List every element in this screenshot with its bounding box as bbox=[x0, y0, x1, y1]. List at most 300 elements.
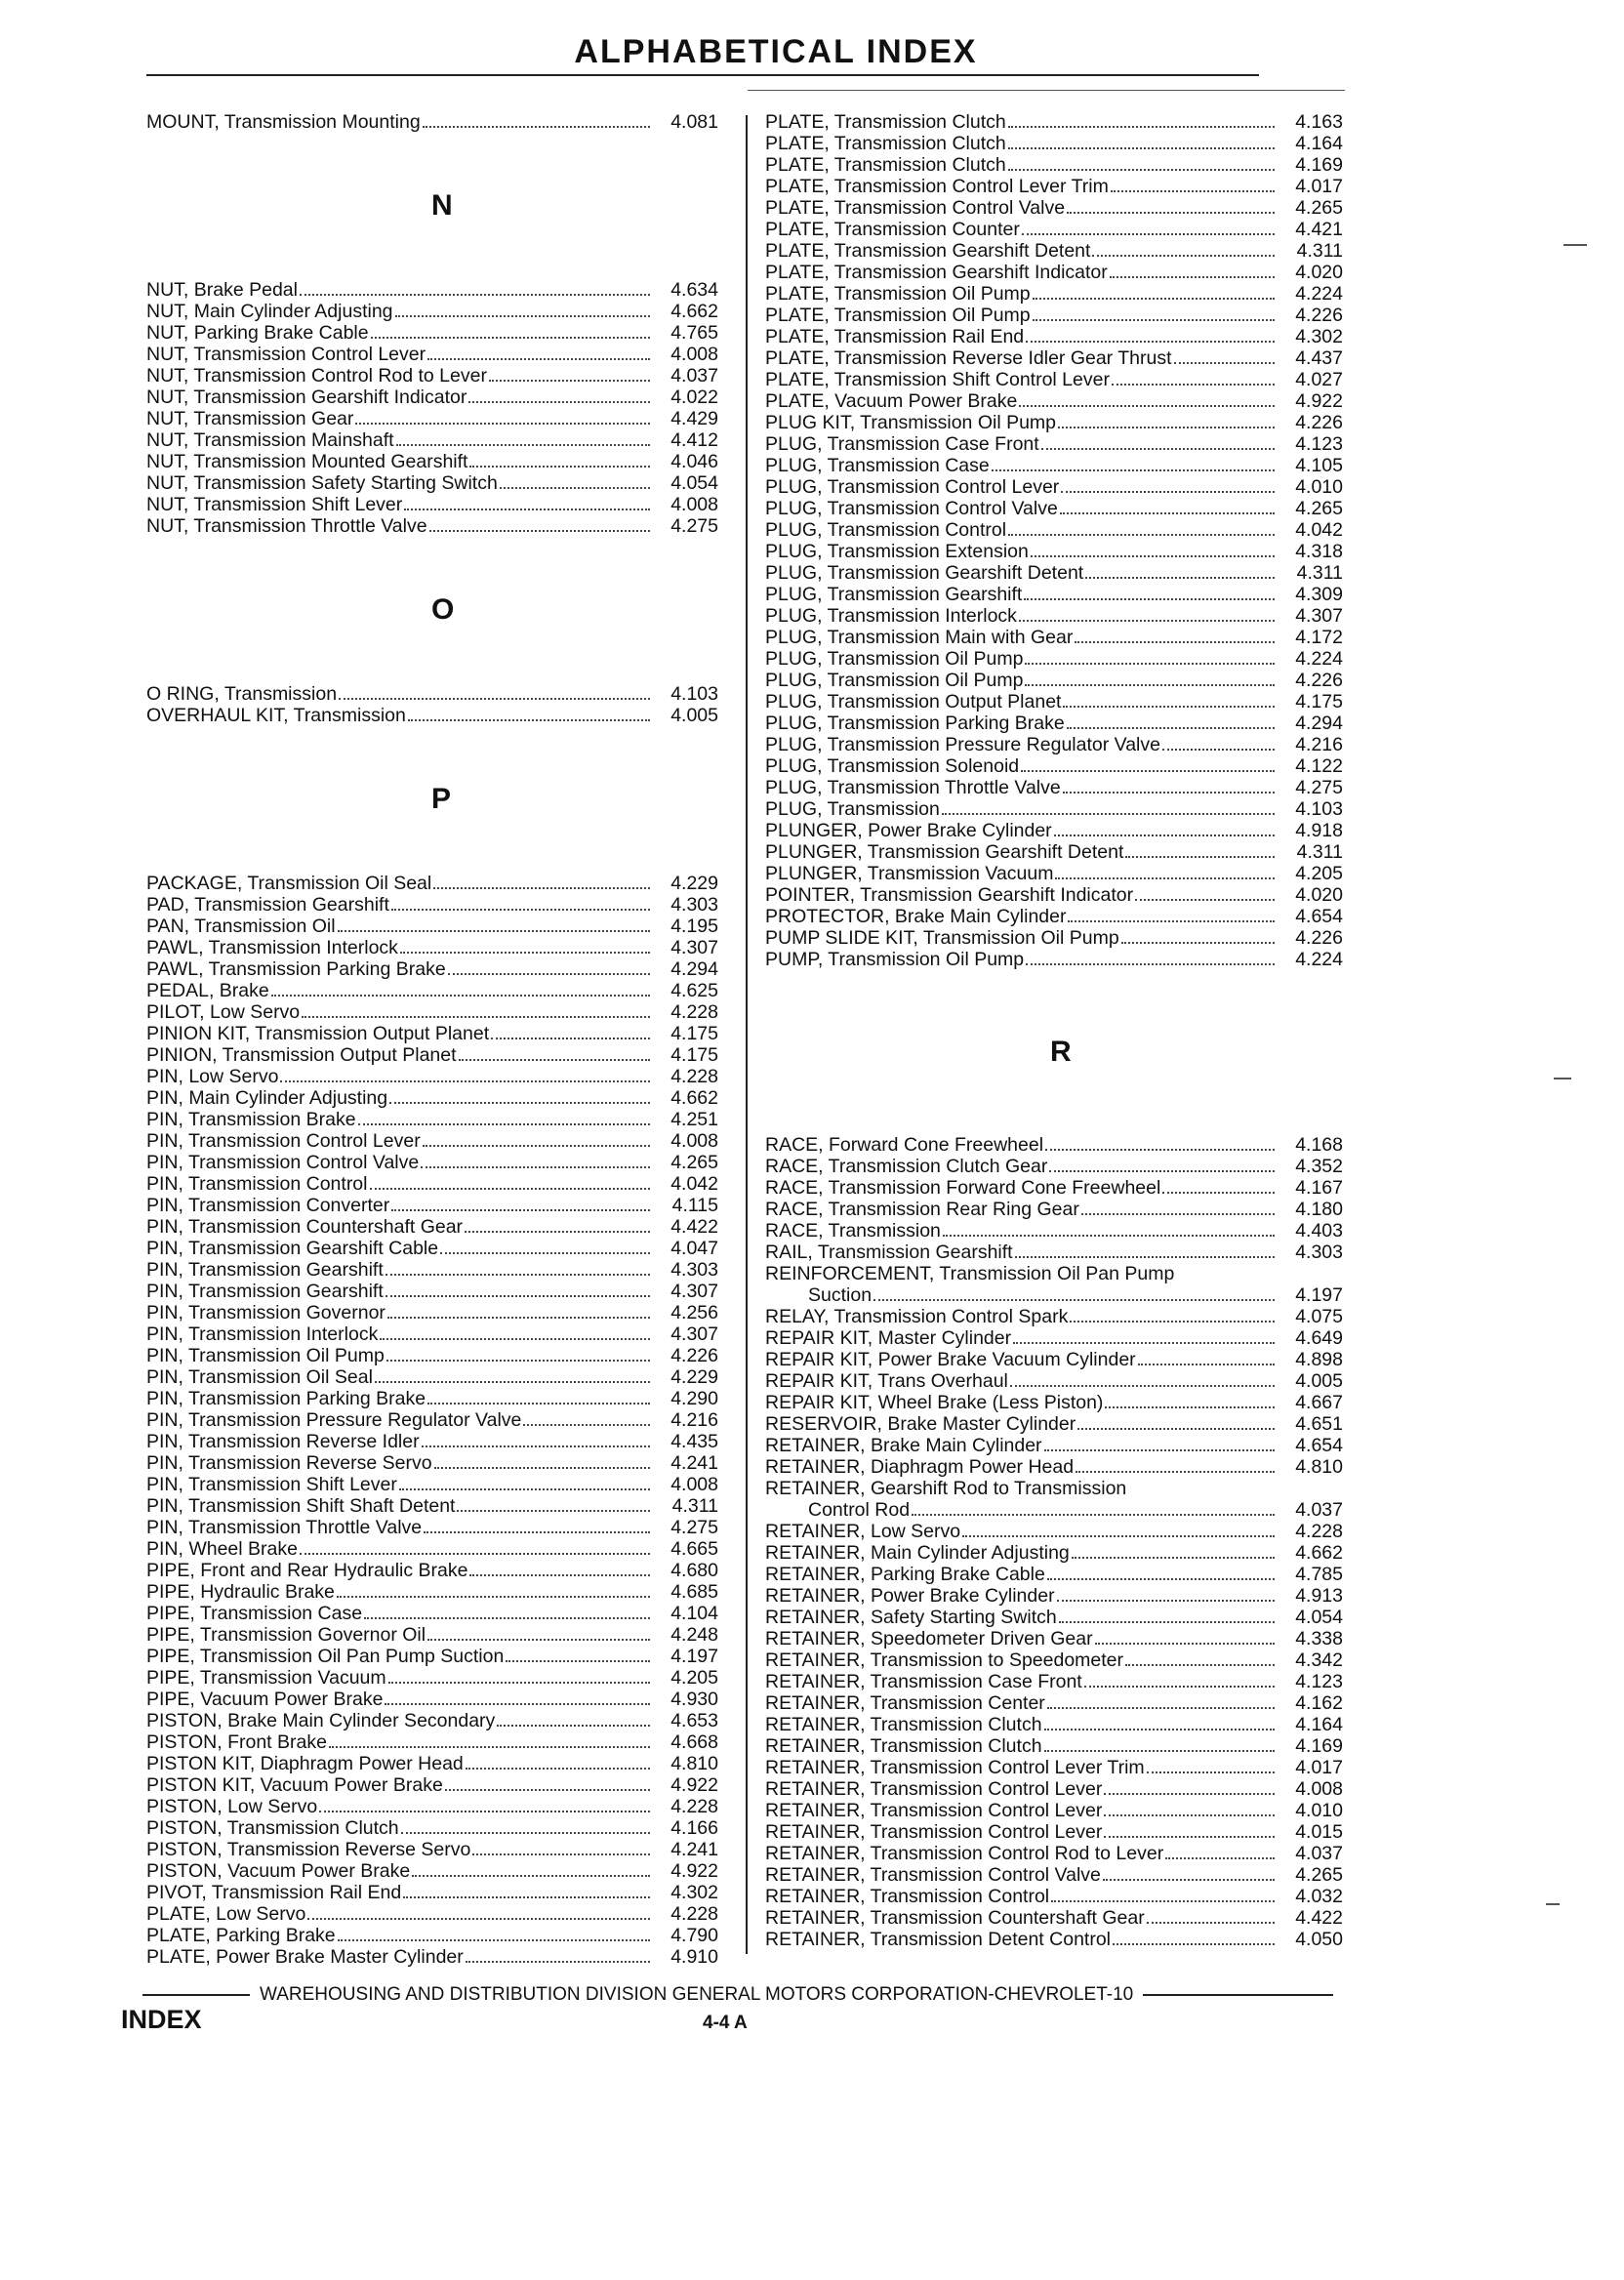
index-entry-text: PISTON KIT, Diaphragm Power Head bbox=[146, 1753, 464, 1774]
index-entry-text: NUT, Transmission Control Lever bbox=[146, 344, 426, 365]
index-entry-text: PLATE, Transmission Oil Pump bbox=[765, 283, 1031, 305]
footer-rule-right bbox=[1143, 1994, 1333, 1996]
index-entry bbox=[765, 133, 1355, 154]
leader-dots bbox=[412, 1875, 650, 1877]
index-entry bbox=[765, 1263, 1355, 1284]
leader-dots bbox=[873, 1299, 1275, 1301]
index-entry-text: PINION, Transmission Output Planet bbox=[146, 1044, 457, 1066]
index-entry bbox=[765, 154, 1355, 176]
index-entry bbox=[765, 777, 1355, 798]
leader-dots bbox=[497, 1725, 650, 1727]
leader-dots bbox=[1044, 1449, 1275, 1451]
leader-dots bbox=[440, 1252, 650, 1254]
index-entry-text: RETAINER, Transmission Control Lever bbox=[765, 1800, 1103, 1821]
index-entry-page: 4.166 bbox=[670, 1817, 718, 1839]
index-entry-text: NUT, Transmission Gear bbox=[146, 408, 354, 429]
index-entry-page: 4.046 bbox=[670, 451, 718, 472]
leader-dots bbox=[375, 1381, 650, 1383]
index-entry bbox=[765, 219, 1355, 240]
index-entry-text: PAN, Transmission Oil bbox=[146, 916, 336, 937]
index-entry-page: 4.275 bbox=[1295, 777, 1343, 798]
leader-dots bbox=[445, 1789, 650, 1791]
index-entry-text: PIN, Transmission Shift Shaft Detent bbox=[146, 1495, 456, 1517]
index-entry-page: 4.050 bbox=[1295, 1929, 1343, 1950]
index-entry bbox=[765, 906, 1355, 927]
index-entry-page: 4.224 bbox=[1295, 648, 1343, 670]
index-entry-text: PIPE, Transmission Case bbox=[146, 1603, 363, 1624]
index-entry-text: PLUG, Transmission Gearshift Detent bbox=[765, 562, 1084, 584]
index-entry-text: PIN, Transmission Gearshift bbox=[146, 1259, 384, 1281]
index-entry bbox=[765, 476, 1355, 498]
index-entry-page: 4.169 bbox=[1295, 154, 1343, 176]
index-entry bbox=[146, 365, 730, 387]
index-entry bbox=[146, 1710, 730, 1731]
index-entry-text: PLATE, Transmission Counter bbox=[765, 219, 1020, 240]
leader-dots bbox=[1060, 512, 1275, 514]
index-entry bbox=[765, 884, 1355, 906]
leader-dots bbox=[355, 423, 650, 425]
index-entry-text: RETAINER, Transmission Clutch bbox=[765, 1714, 1042, 1735]
index-entry bbox=[765, 1929, 1355, 1950]
footer-section-label: INDEX bbox=[121, 2005, 202, 2034]
index-entry-text: PIN, Wheel Brake bbox=[146, 1538, 298, 1560]
leader-dots bbox=[1095, 1643, 1275, 1645]
leader-dots bbox=[466, 1768, 650, 1770]
leader-dots bbox=[1033, 319, 1275, 321]
index-entry-page: 4.922 bbox=[670, 1774, 718, 1796]
leader-dots bbox=[1047, 1707, 1275, 1709]
index-entry-page: 4.429 bbox=[670, 408, 718, 429]
index-entry bbox=[765, 712, 1355, 734]
index-entry-text: PLUG, Transmission Pressure Regulator Valve bbox=[765, 734, 1160, 755]
margin-mark bbox=[1563, 244, 1587, 246]
index-entry bbox=[146, 1409, 730, 1431]
index-entry bbox=[146, 1903, 730, 1925]
index-entry bbox=[146, 1259, 730, 1281]
index-entry-page: 4.649 bbox=[1295, 1327, 1343, 1349]
index-entry-text: PLATE, Transmission Clutch bbox=[765, 111, 1006, 133]
index-entry-text: PIPE, Front and Rear Hydraulic Brake bbox=[146, 1560, 468, 1581]
index-entry-page: 4.668 bbox=[670, 1731, 718, 1753]
index-entry bbox=[765, 1843, 1355, 1864]
index-entry-text: PIN, Transmission Reverse Servo bbox=[146, 1452, 432, 1474]
index-entry-text: PISTON, Low Servo bbox=[146, 1796, 318, 1817]
leader-dots bbox=[1047, 1578, 1275, 1580]
index-entry-page: 4.037 bbox=[1295, 1499, 1343, 1521]
leader-dots bbox=[307, 1918, 650, 1920]
index-entry bbox=[765, 305, 1355, 326]
index-entry-page: 4.342 bbox=[1295, 1649, 1343, 1671]
leader-dots bbox=[500, 487, 650, 489]
index-entry-text: RESERVOIR, Brake Master Cylinder bbox=[765, 1413, 1076, 1435]
index-entry bbox=[765, 605, 1355, 627]
index-entry-text: PISTON, Transmission Clutch bbox=[146, 1817, 399, 1839]
index-entry-page: 4.251 bbox=[670, 1109, 718, 1130]
leader-dots bbox=[1019, 405, 1275, 407]
index-entry-text: PLUG, Transmission Gearshift bbox=[765, 584, 1023, 605]
index-entry-text: PLUG KIT, Transmission Oil Pump bbox=[765, 412, 1057, 433]
index-entry-text: REPAIR KIT, Power Brake Vacuum Cylinder bbox=[765, 1349, 1136, 1370]
index-entry bbox=[765, 519, 1355, 541]
index-entry-page: 4.922 bbox=[1295, 390, 1343, 412]
index-entry-text: REPAIR KIT, Master Cylinder bbox=[765, 1327, 1012, 1349]
leader-dots bbox=[358, 1123, 650, 1125]
index-entry-text: PUMP, Transmission Oil Pump bbox=[765, 949, 1025, 970]
index-entry-text: PLUG, Transmission Control Valve bbox=[765, 498, 1058, 519]
index-entry bbox=[765, 176, 1355, 197]
leader-dots bbox=[1008, 147, 1275, 149]
index-entry bbox=[765, 498, 1355, 519]
leader-dots bbox=[339, 698, 650, 700]
index-entry-page: 4.175 bbox=[670, 1023, 718, 1044]
index-entry-page: 4.275 bbox=[670, 1517, 718, 1538]
index-entry bbox=[765, 1864, 1355, 1886]
index-entry-text: PIN, Transmission Governor bbox=[146, 1302, 386, 1323]
index-entry-text: RETAINER, Diaphragm Power Head bbox=[765, 1456, 1075, 1478]
index-entry bbox=[765, 1907, 1355, 1929]
leader-dots bbox=[389, 1102, 650, 1104]
leader-dots bbox=[423, 1145, 650, 1147]
index-entry-text: PIPE, Hydraulic Brake bbox=[146, 1581, 335, 1603]
leader-dots bbox=[1147, 1922, 1275, 1924]
index-entry-text: RETAINER, Transmission Case Front bbox=[765, 1671, 1082, 1692]
index-entry-page: 4.020 bbox=[1295, 262, 1343, 283]
index-entry-page: 4.075 bbox=[1295, 1306, 1343, 1327]
leader-dots bbox=[1033, 298, 1275, 300]
index-entry-text: PLATE, Transmission Clutch bbox=[765, 154, 1006, 176]
index-entry bbox=[146, 958, 730, 980]
index-entry-page: 4.123 bbox=[1295, 1671, 1343, 1692]
index-entry bbox=[146, 1216, 730, 1238]
index-entry-page: 4.667 bbox=[1295, 1392, 1343, 1413]
index-entry-page: 4.103 bbox=[670, 683, 718, 705]
leader-dots bbox=[271, 995, 650, 997]
leader-dots bbox=[942, 813, 1275, 815]
index-entry-page: 4.303 bbox=[670, 894, 718, 916]
index-entry-page: 4.228 bbox=[1295, 1521, 1343, 1542]
index-entry-text: PIN, Transmission Countershaft Gear bbox=[146, 1216, 464, 1238]
index-entry bbox=[146, 873, 730, 894]
leader-dots bbox=[429, 530, 650, 532]
index-entry-page: 4.205 bbox=[670, 1667, 718, 1689]
index-entry-page: 4.008 bbox=[670, 344, 718, 365]
index-entry-text: PLUG, Transmission Parking Brake bbox=[765, 712, 1065, 734]
index-entry bbox=[146, 1667, 730, 1689]
title-rule bbox=[146, 74, 1259, 76]
index-entry bbox=[765, 798, 1355, 820]
index-entry-text: PIN, Main Cylinder Adjusting bbox=[146, 1087, 388, 1109]
leader-dots bbox=[1059, 1621, 1275, 1623]
index-entry-text: PISTON, Vacuum Power Brake bbox=[146, 1860, 411, 1882]
index-entry-text: PIVOT, Transmission Rail End bbox=[146, 1882, 402, 1903]
index-entry-text: RETAINER, Gearshift Rod to Transmission bbox=[765, 1478, 1127, 1499]
index-entry-text: PLATE, Transmission Clutch bbox=[765, 133, 1006, 154]
index-entry-page: 4.311 bbox=[671, 1495, 718, 1517]
index-entry-page: 4.309 bbox=[1295, 584, 1343, 605]
index-entry bbox=[765, 390, 1355, 412]
index-entry-page: 4.042 bbox=[1295, 519, 1343, 541]
index-entry-page: 4.311 bbox=[1296, 841, 1343, 863]
leader-dots bbox=[424, 1531, 650, 1533]
index-entry-text: PIPE, Vacuum Power Brake bbox=[146, 1689, 384, 1710]
leader-dots bbox=[1085, 577, 1275, 579]
leader-dots bbox=[280, 1080, 650, 1082]
index-entry bbox=[146, 1302, 730, 1323]
index-entry bbox=[765, 1649, 1355, 1671]
leader-dots bbox=[466, 1961, 650, 1963]
leader-dots bbox=[459, 1059, 650, 1061]
index-entry-page: 4.311 bbox=[1296, 562, 1343, 584]
index-entry bbox=[146, 1517, 730, 1538]
leader-dots bbox=[427, 1639, 650, 1641]
index-entry-text: RETAINER, Transmission Clutch bbox=[765, 1735, 1042, 1757]
index-entry-page: 4.680 bbox=[670, 1560, 718, 1581]
leader-dots bbox=[423, 126, 650, 128]
index-entry-page: 4.412 bbox=[670, 429, 718, 451]
index-entry-page: 4.654 bbox=[1295, 1435, 1343, 1456]
index-entry bbox=[146, 1195, 730, 1216]
index-entry bbox=[146, 1817, 730, 1839]
index-entry bbox=[146, 1796, 730, 1817]
leader-dots bbox=[1103, 1879, 1275, 1881]
index-entry-page: 4.163 bbox=[1295, 111, 1343, 133]
leader-dots bbox=[1165, 1857, 1275, 1859]
index-entry-text: PLATE, Transmission Shift Control Lever bbox=[765, 369, 1110, 390]
margin-mark bbox=[1554, 1078, 1571, 1079]
leader-dots bbox=[1110, 276, 1275, 278]
index-entry-text: PLATE, Transmission Reverse Idler Gear Thrust bbox=[765, 347, 1172, 369]
column-divider bbox=[746, 115, 748, 1954]
index-entry-page: 4.290 bbox=[670, 1388, 718, 1409]
page-title: ALPHABETICAL INDEX bbox=[574, 33, 978, 70]
index-entry-text: PLUG, Transmission Case bbox=[765, 455, 990, 476]
index-entry bbox=[146, 1001, 730, 1023]
leader-dots bbox=[1138, 1364, 1275, 1365]
leader-dots bbox=[1008, 126, 1275, 128]
index-entry-page: 4.307 bbox=[670, 1323, 718, 1345]
index-entry bbox=[765, 1156, 1355, 1177]
leader-dots bbox=[1135, 899, 1275, 901]
index-entry-text: PIN, Transmission Control bbox=[146, 1173, 368, 1195]
index-entry-text: PIN, Transmission Oil Pump bbox=[146, 1345, 385, 1366]
index-entry bbox=[146, 683, 730, 705]
leader-dots bbox=[491, 1038, 650, 1039]
index-entry bbox=[146, 1646, 730, 1667]
index-entry-text: NUT, Transmission Safety Starting Switch bbox=[146, 472, 498, 494]
index-entry-page: 4.256 bbox=[670, 1302, 718, 1323]
index-entry-page: 4.265 bbox=[1295, 1864, 1343, 1886]
index-entry bbox=[146, 1173, 730, 1195]
index-entry-text: NUT, Transmission Throttle Valve bbox=[146, 515, 427, 537]
index-entry-text: PROTECTOR, Brake Main Cylinder bbox=[765, 906, 1067, 927]
index-entry-page: 4.790 bbox=[670, 1925, 718, 1946]
index-entry-text: PLUNGER, Transmission Vacuum bbox=[765, 863, 1054, 884]
index-entry-text: RETAINER, Transmission Control Rod to Lever bbox=[765, 1843, 1164, 1864]
index-entry-page: 4.653 bbox=[670, 1710, 718, 1731]
index-entry-page: 4.010 bbox=[1295, 1800, 1343, 1821]
index-entry bbox=[765, 1692, 1355, 1714]
leader-dots bbox=[385, 1703, 650, 1705]
index-entry bbox=[146, 279, 730, 301]
index-entry-text: PLATE, Transmission Gearshift Detent bbox=[765, 240, 1091, 262]
leader-dots bbox=[1081, 1213, 1275, 1215]
index-entry bbox=[765, 433, 1355, 455]
leader-dots bbox=[1067, 212, 1275, 214]
index-entry-text: PIN, Transmission Throttle Valve bbox=[146, 1517, 423, 1538]
index-entry-page: 4.008 bbox=[670, 494, 718, 515]
index-entry-page: 4.008 bbox=[1295, 1778, 1343, 1800]
leader-dots bbox=[469, 1574, 650, 1576]
index-entry-page: 4.654 bbox=[1295, 906, 1343, 927]
index-entry-page: 4.918 bbox=[1295, 820, 1343, 841]
index-entry bbox=[146, 937, 730, 958]
index-entry-page: 4.216 bbox=[670, 1409, 718, 1431]
index-entry-text: PLUNGER, Transmission Gearshift Detent bbox=[765, 841, 1124, 863]
index-entry bbox=[765, 197, 1355, 219]
index-entry-text: PIN, Transmission Pressure Regulator Valve bbox=[146, 1409, 522, 1431]
index-entry bbox=[146, 408, 730, 429]
leader-dots bbox=[380, 1338, 650, 1340]
index-entry-text: PLATE, Parking Brake bbox=[146, 1925, 336, 1946]
leader-dots bbox=[391, 1209, 650, 1211]
footer-page-number: 4-4 A bbox=[703, 2013, 748, 2033]
index-entry-text: PIPE, Transmission Governor Oil bbox=[146, 1624, 426, 1646]
leader-dots bbox=[319, 1811, 650, 1812]
index-entry bbox=[146, 1731, 730, 1753]
index-entry-text: PLATE, Transmission Control Lever Trim bbox=[765, 176, 1109, 197]
index-entry-text: PIN, Transmission Shift Lever bbox=[146, 1474, 397, 1495]
leader-dots bbox=[1051, 1900, 1275, 1902]
index-entry-page: 4.265 bbox=[1295, 498, 1343, 519]
index-entry bbox=[765, 1499, 1355, 1521]
index-entry bbox=[146, 472, 730, 494]
index-entry bbox=[765, 1306, 1355, 1327]
index-entry-page: 4.662 bbox=[1295, 1542, 1343, 1564]
index-entry-page: 4.226 bbox=[1295, 927, 1343, 949]
leader-dots bbox=[1057, 1600, 1275, 1602]
leader-dots bbox=[338, 930, 650, 932]
index-entry bbox=[765, 562, 1355, 584]
index-entry-text: RETAINER, Transmission Control bbox=[765, 1886, 1050, 1907]
index-entry-text: PIN, Transmission Gearshift Cable bbox=[146, 1238, 439, 1259]
index-entry-text: REPAIR KIT, Trans Overhaul bbox=[765, 1370, 1008, 1392]
index-entry-page: 4.422 bbox=[670, 1216, 718, 1238]
leader-dots bbox=[489, 380, 650, 382]
index-entry-text: PIN, Transmission Parking Brake bbox=[146, 1388, 426, 1409]
index-entry-text: PUMP SLIDE KIT, Transmission Oil Pump bbox=[765, 927, 1119, 949]
index-entry-page: 4.054 bbox=[670, 472, 718, 494]
index-entry-page: 4.175 bbox=[1295, 691, 1343, 712]
index-entry-text: RETAINER, Transmission Control Lever Trim bbox=[765, 1757, 1145, 1778]
leader-dots bbox=[468, 401, 650, 403]
leader-dots bbox=[386, 1274, 650, 1276]
index-entry bbox=[146, 451, 730, 472]
leader-dots bbox=[506, 1660, 650, 1662]
index-entry bbox=[765, 1327, 1355, 1349]
index-entry bbox=[765, 1134, 1355, 1156]
index-entry-text: PIN, Transmission Interlock bbox=[146, 1323, 379, 1345]
index-entry-text: PIPE, Transmission Oil Pan Pump Suction bbox=[146, 1646, 505, 1667]
leader-dots bbox=[427, 358, 650, 360]
index-entry-text: RACE, Transmission Rear Ring Gear bbox=[765, 1199, 1079, 1220]
index-entry-page: 4.005 bbox=[1295, 1370, 1343, 1392]
right-column-top-rule bbox=[748, 90, 1345, 91]
index-entry bbox=[765, 1800, 1355, 1821]
index-entry bbox=[765, 1435, 1355, 1456]
index-entry-page: 4.294 bbox=[670, 958, 718, 980]
leader-dots bbox=[1013, 1342, 1275, 1344]
index-entry-page: 4.685 bbox=[670, 1581, 718, 1603]
leader-dots bbox=[403, 1896, 650, 1898]
footer-publisher-line bbox=[133, 1981, 1343, 2009]
index-entry-page: 4.228 bbox=[670, 1066, 718, 1087]
index-entry-text: RETAINER, Brake Main Cylinder bbox=[765, 1435, 1042, 1456]
index-entry bbox=[765, 648, 1355, 670]
index-entry-page: 4.197 bbox=[670, 1646, 718, 1667]
index-entry bbox=[765, 755, 1355, 777]
index-entry-text: PLUG, Transmission Output Planet bbox=[765, 691, 1062, 712]
index-entry-text: RACE, Transmission Forward Cone Freewheel bbox=[765, 1177, 1161, 1199]
leader-dots bbox=[448, 973, 650, 975]
index-entry-text: PLUG, Transmission bbox=[765, 798, 940, 820]
index-entry bbox=[146, 1023, 730, 1044]
leader-dots bbox=[433, 887, 650, 889]
leader-dots bbox=[1049, 1170, 1275, 1172]
index-entry bbox=[765, 691, 1355, 712]
left-column bbox=[146, 111, 730, 1968]
index-entry-page: 4.913 bbox=[1295, 1585, 1343, 1607]
index-entry bbox=[146, 494, 730, 515]
index-entry-page: 4.008 bbox=[670, 1130, 718, 1152]
leader-dots bbox=[1112, 384, 1275, 386]
index-entry bbox=[765, 111, 1355, 133]
leader-dots bbox=[1015, 1256, 1275, 1258]
index-entry-page: 4.302 bbox=[1295, 326, 1343, 347]
index-entry-text: RACE, Forward Cone Freewheel bbox=[765, 1134, 1044, 1156]
leader-dots bbox=[457, 1510, 650, 1512]
index-entry-text: RETAINER, Speedometer Driven Gear bbox=[765, 1628, 1093, 1649]
index-entry-page: 4.164 bbox=[1295, 133, 1343, 154]
leader-dots bbox=[1063, 792, 1275, 794]
leader-dots bbox=[388, 1682, 650, 1684]
index-entry bbox=[146, 1130, 730, 1152]
index-entry-page: 4.303 bbox=[1295, 1242, 1343, 1263]
index-entry bbox=[146, 1689, 730, 1710]
index-entry bbox=[146, 387, 730, 408]
index-entry-page: 4.224 bbox=[1295, 283, 1343, 305]
index-entry bbox=[765, 1607, 1355, 1628]
section-letter: O bbox=[431, 593, 455, 626]
index-entry bbox=[146, 705, 730, 726]
section-letter: N bbox=[431, 189, 453, 222]
index-entry-page: 4.226 bbox=[1295, 670, 1343, 691]
leader-dots bbox=[1026, 963, 1275, 965]
index-entry-page: 4.922 bbox=[670, 1860, 718, 1882]
index-entry bbox=[765, 262, 1355, 283]
index-entry-page: 4.226 bbox=[670, 1345, 718, 1366]
index-entry bbox=[765, 927, 1355, 949]
index-entry-page: 4.032 bbox=[1295, 1886, 1343, 1907]
index-entry bbox=[146, 1474, 730, 1495]
leader-dots bbox=[1072, 1557, 1275, 1559]
index-entry bbox=[146, 322, 730, 344]
index-entry-text: PLUG, Transmission Control Lever bbox=[765, 476, 1060, 498]
index-entry-text: PAWL, Transmission Parking Brake bbox=[146, 958, 446, 980]
index-entry-text: PLUG, Transmission Extension bbox=[765, 541, 1029, 562]
leader-dots bbox=[1008, 534, 1275, 536]
index-entry-text: RETAINER, Parking Brake Cable bbox=[765, 1564, 1045, 1585]
index-entry-text: PLATE, Transmission Gearshift Indicator bbox=[765, 262, 1108, 283]
